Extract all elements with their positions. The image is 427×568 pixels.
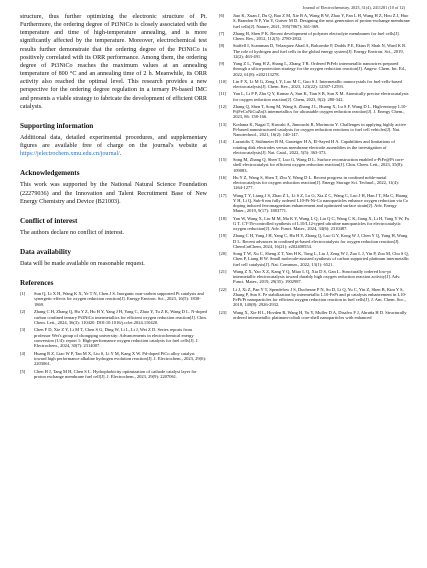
- reference-item: [219, 157, 410, 173]
- reference-number: [5]: [20, 368, 26, 374]
- reference-text: Yang Z L, Yang H Z, Shang L, Zhang T R. Ordered PtFeIr intermetallic nanowires prepared through a silica-protection strategy for the oxygen reduction reaction[J]. Angew. Chem. Int. Ed., 2022, 61(8): e202113278.: [233, 61, 407, 77]
- conflict-heading: Conflict of interest: [20, 216, 78, 225]
- reference-item: [219, 43, 410, 59]
- reference-number: [23]: [219, 309, 227, 315]
- reference-item: [219, 216, 410, 232]
- reference-number: [19]: [219, 233, 227, 239]
- reference-text: Hu Y Z, Wang S, Shen T, Zhu Y, Wang D L. Recent progress in confined noble-metal electrocatalysts for oxygen reduction reaction[J]. Energy Storage Sci. Technol., 2022, 11(4): 1264-1277.: [233, 174, 399, 191]
- supporting-text-end: .: [119, 151, 122, 158]
- conflict-paragraph: The authors declare no conflict of interest.: [20, 229, 125, 236]
- supporting-paragraph: [20, 134, 207, 158]
- reference-item: [219, 175, 410, 191]
- reference-list-right: [219, 13, 410, 320]
- reference-item: [219, 13, 410, 29]
- reference-item: [20, 327, 207, 348]
- reference-text: Zhang C H, Zhang Q, Hu Y Z, Hu H Y, Yang J H, Yang C, Zhao Y, Tu Z K, Wang D L. N-doped carbon confined ternary Pt3NiCo intermetallics for efficient oxygen reduction reaction[J]. Chin. Chem. Lett., 2024, 36(3): 110420. DOI:10.1016/j.cclet.2024.110420.: [34, 309, 207, 325]
- reference-item: [20, 309, 207, 325]
- reference-text: Chen F D, Xie Z Y, Li M T, Chen S G, Ding W, Li L, Li J, Wei Z D. Series reports from professor Wei's group of chongqing university: Advancements in electrochemical energy conversion (1/4): report 1: High-performance oxygen reduction catalysts for fuel cells[J]. J. Electrochem., 2024, 30(7): 2314007.: [34, 327, 199, 349]
- reference-number: [9]: [219, 61, 225, 66]
- reference-item: [219, 91, 410, 102]
- reference-text: Sun Q, Li X H, Wang K X, Ye T N, Chen J S. Inorganic non-carbon supported Pt catalysts and synergetic effects for oxygen reduction reaction[J]. Energy Environ. Sci., 2023, 16(5): 1838-1869.: [34, 291, 204, 307]
- reference-text: Huang R Z, Liao W P, Tan M X, Liu S, Li Y M, Kang X W. Pd-doped PtCo alloy catalyst toward high performance alkaline hydrogen evolution reaction[J]. J. Electrochem., 2023, 29(6): 2203061.: [34, 350, 207, 367]
- acknowledgements-heading: Acknowledgements: [20, 169, 80, 178]
- reference-number: [1]: [20, 291, 26, 297]
- reference-item: [219, 233, 410, 249]
- reference-number: [12]: [219, 103, 227, 109]
- reference-text: Yan L, Li P P, Zhu Q Y, Kumar A, Sun K, Tian S B, Sun X M. Atomically precise electrocatalysts for oxygen reduction reaction[J]. Chem, 2023, 9(2): 280-342.: [233, 91, 409, 102]
- reference-number: [7]: [219, 30, 225, 36]
- reference-number: [14]: [219, 139, 227, 145]
- reference-number: [10]: [219, 78, 227, 84]
- reference-item: [219, 31, 410, 42]
- right-column: [219, 13, 410, 322]
- reference-text: Lazaridis T, Stühmeier B M, Gasteiger H A, El-Sayed H A. Capabilities and limitations of rotating disk electrodes versus membrane electrode assemblies in the investigation of electrocatalysts[J]. Nat. Catal., 2022, 5(5): 363-373.: [233, 139, 396, 155]
- reference-text: Yan W, Wang X, Liu M M, Ma K Y, Wang L Q, Liu Q C, Wang C K, Jiang X, Li H, Tang Y W, Fu G T. CT-Tb-controlled synthesis of L10/L12-typed ultrafine nanoparticles for electrocatalytic oxygen reduction[J]. Adv. Funct. Mater., 2024, 34(6): 2310487.: [233, 215, 410, 231]
- supporting-link[interactable]: https://jelectrochem.xmu.edu.cn/journal/: [20, 151, 120, 158]
- reference-list-left: [20, 291, 207, 379]
- reference-number: [22]: [219, 286, 227, 292]
- reference-number: [20]: [219, 251, 227, 256]
- reference-item: [219, 193, 410, 214]
- reference-text: Staffell I, Scamman D, Velazquez Abad A, Balcombe P, Dodds P E, Ekins P, Shah N, Ward K R. The role of hydrogen and fuel cells in the global energy system[J]. Energy Environ. Sci., 2019, 12(2): 463-491.: [233, 43, 407, 59]
- reference-item: [219, 61, 410, 77]
- reference-item: [219, 251, 410, 267]
- reference-item: [20, 351, 207, 367]
- data-availability-paragraph: Data will be made available on reasonable request.: [20, 260, 145, 267]
- reference-text: Wang Z X, Yao X Z, Kang Y Q, Miao L Q, Xia D S, Gan L. Structurally ordered low-pt intermetallic electrocatalysts toward durably high oxygen reduction reaction activity[J]. Adv. Funct. Mater., 2019, 29(35): 1902987.: [233, 268, 401, 285]
- reference-text: Li J, Xi Z, Pan Y T, Spendelow J S, Duchesne P N, Su D, Li Q, Yu C, Yin Z, Shen B, Kim Y S, Zhang P, Sun S. Fe stabilization by intermetallic L10-FePt and pt catalysis enhancement in L10-FePt/Pt nanoparticles for efficient oxygen reduction reaction in fuel cells[J]. J. Am. Chem. Soc., 2018, 140(8): 2926-2932.: [233, 286, 407, 308]
- reference-number: [18]: [219, 215, 227, 221]
- reference-item: [219, 104, 410, 120]
- reference-text: Jiao K, Xuan J, Du Q, Bao Z M, Xie B A, Wang B W, Zhao Y, Fan L H, Wang H Z, Hou Z J, Huo S, Brandon N P, Yin Y, Guiver M D. Designing the next generation of proton-exchange membrane fuel cells[J]. Nature, 2021, 595(7867): 361-369.: [233, 13, 410, 29]
- reference-item: [219, 79, 410, 90]
- reference-number: [15]: [219, 157, 227, 162]
- reference-text: Wang X, Xie H L, Hovden R, Wang H, Yu Y, Muller D A, Disalvo F J, Abruña H D. Structurally ordered intermetallic platinum-cobalt core-shell nanoparticles with enhanced: [233, 309, 407, 320]
- reference-text: Song M, Zhang Q, Shen T, Luo G, Wang D L. Surface reconstruction enabled o-PtFe@Pt core-shell electrocatalyst for efficient oxygen reduction reaction[J]. Chin. Chem. Lett., 2023, 35(8): 109083.: [233, 157, 405, 173]
- reference-item: [20, 291, 207, 307]
- intro-paragraph: structure, thus further optimizing the electronic structure of Pt. Furthermore, the ordering degree of Pt3NiCo is closely associated with the temperature and time of high-temperature annealing, and is more significantly affected by the temperature. Moreover, electrochemical test results further demonstrate that the ordering degree of the Pt3NiCo is positively correlated with its ORR performance. Among them, the ordering degree of Pt3NiCo reaches the maximum values at an annealing temperature of 800 °C and an annealing time of 2 h. Meanwhile, its ORR activity also reached the optimal level. This research provides a new perspective for the ordering degree regulation in a ternary Pt-based IMC and presents a viable strategy to fabricate the development of efficient ORR catalysts.: [20, 14, 207, 110]
- reference-text: Zhang Q, Shen T, Song M, Wang S, Zhang J L, Huang X, Lu S F, Wang D L. High-entropy L10-Pt(FeCoNiCuZn)3 intermetallics for ultrastable oxygen reduction reaction[J]. J. Energy Chem., 2023, 86: 158-166.: [233, 103, 407, 120]
- reference-text: Lin F X, Li M G, Zeng L Y, Luo M C, Guo S J. Intermetallic nanocrystals for fuel-cells-based electrocatalysis[J]. Chem. Rev., 2023, 123(22): 12507-12593.: [233, 78, 402, 89]
- reference-number: [2]: [20, 309, 26, 315]
- reference-number: [21]: [219, 268, 227, 274]
- reference-number: [4]: [20, 350, 26, 356]
- reference-item: [219, 122, 410, 138]
- reference-text: Song T W, Xu C, Sheng Z T, Yan H K, Tong L, Liu J, Zeng W J, Zuo L J, Yin P, Zuo M, Chu S Q, Chen P, Liang H W. Small molecule-assisted synthesis of carbon supported platinum intermetallic fuel cell catalysts[J]. Nat. Commun., 2022, 13(1): 6521.: [233, 251, 410, 267]
- reference-number: [3]: [20, 327, 26, 333]
- reference-item: [219, 287, 410, 308]
- reference-item: [219, 139, 410, 155]
- reference-text: Chen H J, Tang M H, Chen S L. Hydrophobicity optimization of cathode catalyst layer for proton exchange membrane fuel cell[J]. J. Electrochem., 2023, 29(9): 2207061.: [34, 368, 197, 380]
- reference-text: Kodama K, Nagai T, Kuwaki A, Jinnouchi R, Morimoto Y. Challenges in applying highly active Pt-based nanostructured catalysts for oxygen reduction reactions to fuel cell vehicles[J]. Nat. Nanotechnol., 2021, 16(2): 140-147.: [233, 121, 406, 137]
- reference-number: [8]: [219, 43, 225, 49]
- references-heading: References: [20, 279, 54, 288]
- reference-item: [219, 310, 410, 321]
- reference-number: [17]: [219, 192, 227, 198]
- supporting-heading: Supporting information: [20, 121, 94, 130]
- data-availability-heading: Data availability: [20, 247, 71, 256]
- reference-text: Zhang C H, Yang J H, Yang C, Hu H Y, Zhang Q, Luo G Y, Kong W J, Chen Y Q, Yang H, Wang D L. Recent advances in confined pt-based electrocatalysts for oxygen reduction reaction[J]. ChemCatChem, 2024, 16(21): e202400554.: [233, 233, 408, 249]
- supporting-text: Additional data, detailed experimental procedures, and supplementary figures are available free of charge on the journal's website at: [20, 134, 207, 150]
- reference-text: Zhang H, Shen P K. Recent development of polymer electrolyte membranes for fuel cells[J]. Chem. Rev., 2012, 112(5): 2780-2832.: [233, 30, 400, 41]
- reference-text: Wang T Y, Liang J S, Zhao Z L, Li S Z, Lu G, Xia Z C, Wang C, Luo J H, Han J T, Ma C, Huang Y H, Li Q. Sub-6 nm fully ordered L10-Pt-Ni-Co nanoparticles enhance oxygen reduction via Co doping induced ferromagnetism enhancement and optimized surface strain[J]. Adv. Energy Mater., 2019, 9(17): 1803771.: [233, 192, 409, 214]
- reference-item: [219, 269, 410, 285]
- running-head: Journal of Electrochemistry, 2025, 31(4), 2411281 (10 of 12): [302, 5, 405, 10]
- reference-number: [13]: [219, 121, 227, 127]
- acknowledgements-paragraph: This work was supported by the National Natural Science Foundation (22279036) and the Innovation and Talent Recruitment Base of New Energy Chemistry and Device (B21003).: [20, 182, 207, 205]
- left-column: [20, 13, 207, 382]
- reference-item: [20, 369, 207, 380]
- reference-number: [6]: [219, 13, 225, 18]
- reference-number: [16]: [219, 174, 227, 180]
- reference-number: [11]: [219, 91, 227, 97]
